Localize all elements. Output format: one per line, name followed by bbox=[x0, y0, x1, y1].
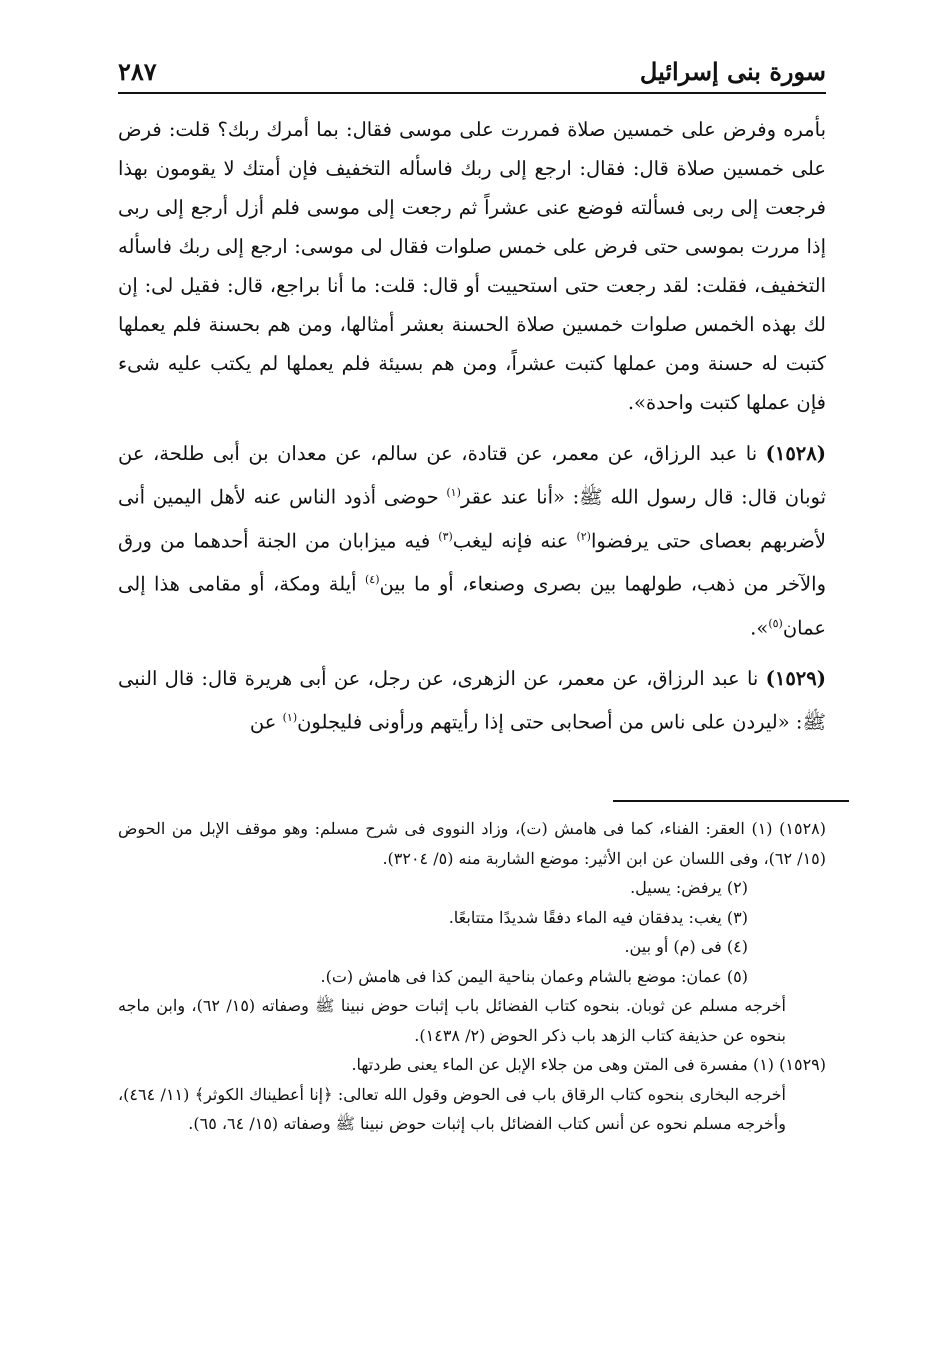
main-text bbox=[118, 110, 826, 742]
hadith-text: فيه ميزابان من الجنة أحدهما من ورق والآخر من ذهب، طولهما بين بصرى وصنعاء، أو ما بين bbox=[118, 529, 826, 596]
footnote-1529-1: (١٥٢٩) (١) مفسرة فى المتن وهى من جلاء الإبل عن الماء يعنى طردتها. bbox=[351, 1055, 826, 1074]
takhrij-1528: أخرجه مسلم عن ثوبان. بنحوه كتاب الفضائل باب إثبات حوض نبينا ﷺ وصفاته (١٥/ ٦٢)، وابن ماجه بنحوه عن حذيفة كتاب الزهد باب ذكر الحوض (٢/ ١٤٣٨). bbox=[118, 996, 786, 1045]
hadith-text: نا عبد الرزاق، عن معمر، عن الزهرى، عن رجل، عن أبى هريرة قال: قال النبى ﷺ: «ليردن على ناس من أصحابى حتى إذا رأيتهم ورأونى فليجلون bbox=[118, 667, 826, 734]
footnote-1528-1: (١٥٢٨) (١) العقر: الفناء، كما فى هامش (ت)، وزاد النووى فى شرح مسلم: وهو موقف الإبل من الحوض (١٥/ ٦٢)، وفى اللسان عن ابن الأثير: موضع الشاربة منه (٥/ ٣٢٠٤). bbox=[118, 819, 827, 868]
footnotes bbox=[118, 814, 826, 1139]
footnote-1528-2: (٢) يرفض: يسيل. bbox=[630, 878, 748, 897]
footnote-1528-4: (٤) فى (م) أو بين. bbox=[624, 937, 748, 956]
footnote-ref: (٥) bbox=[768, 616, 783, 630]
footnote-ref: (٣) bbox=[438, 529, 453, 543]
continuation-paragraph: بأمره وفرض على خمسين صلاة فمررت على موسى فقال: بما أمرك ربك؟ قلت: فرض على خمسين صلاة قال: فقال: ارجع إلى ربك فاسأله التخفيف فإن أمتك لا يقومون بهذا فرجعت إلى ربى فسألته فوضع عنى عشراً ثم رجعت إلى موسى فلم أزل أرجع إلى ربى إذا مررت بموسى حتى فرض على خمس صلوات فقال لى موسى: ارجع إلى ربك فاسأله التخفيف، فقلت: لقد رجعت حتى استحييت أو قال: قلت: ما أنا براجع، قال: فقيل لى: إن لك بهذه الخمس صلوات خمسين صلاة الحسنة بعشر أمثالها، ومن هم بحسنة فلم يعملها كتبت له حسنة ومن عملها كتبت عشراً، ومن هم بسيئة فلم يعملها لم يكتب عليه شىء فإن عملها كتبت واحدة». bbox=[118, 118, 826, 414]
hadith-1529 bbox=[118, 659, 826, 742]
takhrij-1529: أخرجه البخارى بنحوه كتاب الرقاق باب فى الحوض وقول الله تعالى: ﴿إنا أعطيناك الكوثر﴾ (١١/ ٤٦٤)، وأخرجه مسلم نحوه عن أنس كتاب الفضائل باب إثبات حوض نبينا ﷺ وصفاته (١٥/ ٦٤، ٦٥). bbox=[118, 1084, 786, 1133]
footnote-ref: (٢) bbox=[576, 529, 591, 543]
footnote-ref: (٤) bbox=[364, 573, 380, 586]
page-header bbox=[118, 44, 826, 94]
hadith-text: حوضى أذود الناس عنه لأهل اليمين أنى لأضربهم بعصاى حتى يرفضوا bbox=[118, 485, 826, 552]
hadith-1528 bbox=[118, 434, 826, 647]
footnote-1528-3: (٣) يغب: يدفقان فيه الماء دفقًا شديدًا متتابعًا. bbox=[448, 907, 748, 927]
footnote-ref: (١) bbox=[282, 711, 298, 724]
hadith-text: نا عبد الرزاق، عن معمر، عن قتادة، عن سالم، عن معدان بن أبى طلحة، عن ثوبان قال: قال رسول الله ﷺ: «أنا عند عقر bbox=[118, 442, 826, 509]
hadith-number: (١٥٢٩) bbox=[765, 667, 826, 690]
surah-title: سورة بنى إسرائيل bbox=[639, 57, 826, 86]
hadith-text: أيلة ومكة، أو مقامى هذا إلى عمان bbox=[118, 572, 826, 639]
page-number: ٢٨٧ bbox=[118, 57, 157, 86]
footnote-1528-5: (٥) عمان: موضع بالشام وعمان بناحية اليمن كذا فى هامش (ت). bbox=[320, 966, 748, 986]
hadith-text: عنه فإنه ليغب bbox=[452, 529, 577, 552]
hadith-number: (١٥٢٨) bbox=[765, 442, 826, 465]
hadith-text: ». bbox=[750, 616, 769, 639]
footnote-ref: (١) bbox=[446, 486, 461, 499]
hadith-text: عن bbox=[249, 710, 283, 734]
footnote-divider bbox=[613, 800, 849, 802]
